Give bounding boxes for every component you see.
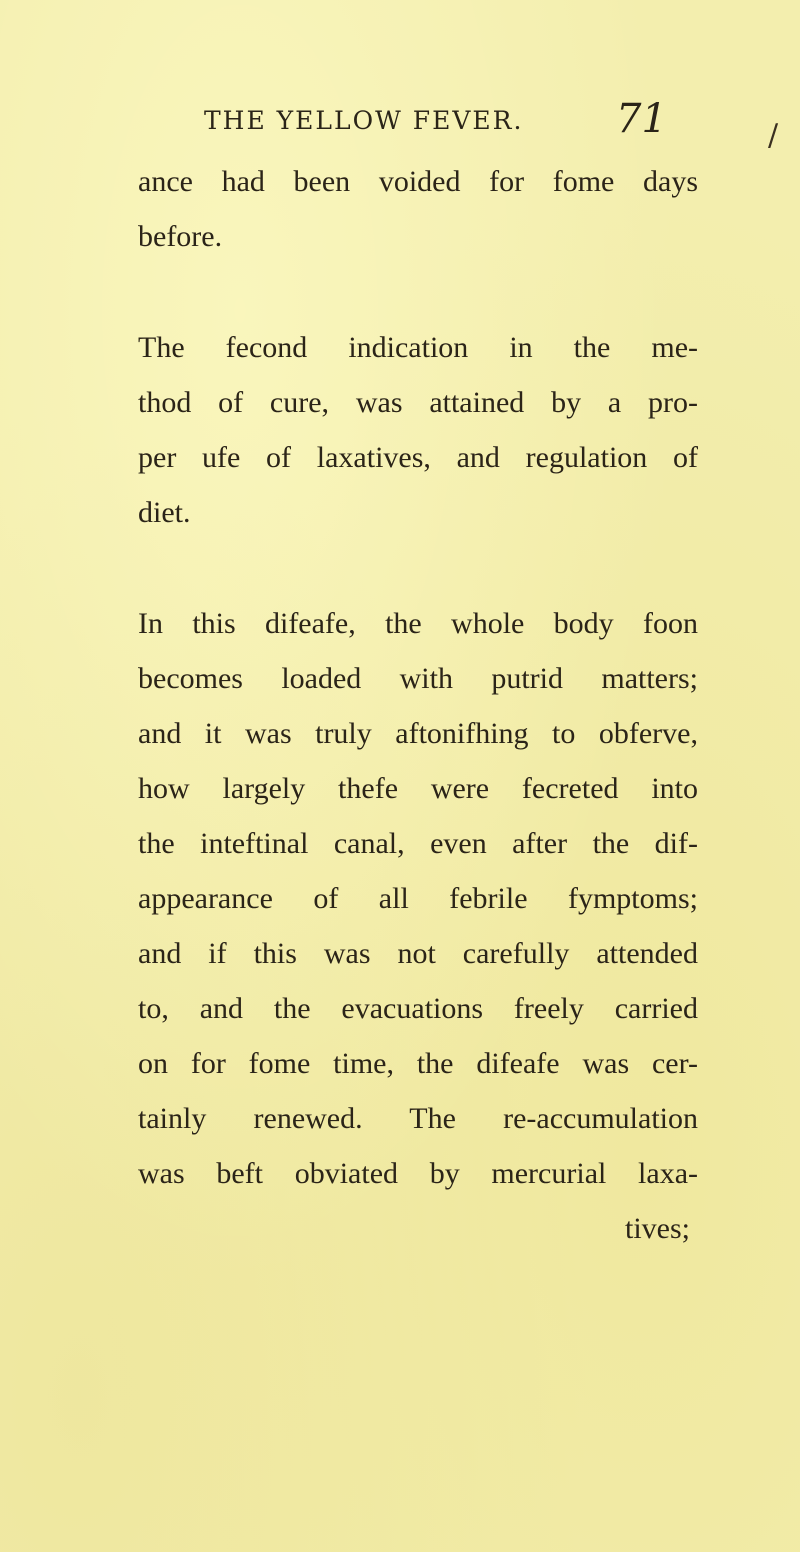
paragraph-gap: [138, 540, 698, 596]
text-line: becomes loaded with putrid matters;: [138, 662, 698, 695]
page-number: 71: [616, 96, 667, 142]
paragraph: [138, 154, 698, 264]
body-text: [138, 154, 698, 1256]
text-line: per ufe of laxatives, and regulation of: [138, 441, 698, 474]
catchword: tives;: [625, 1212, 690, 1245]
paragraph-gap: [138, 264, 698, 320]
text-line: and it was truly aftonifhing to obferve,: [138, 717, 698, 750]
text-line: appearance of all febrile fymptoms;: [138, 882, 698, 915]
text-line: the inteftinal canal, even after the dif-: [138, 827, 698, 860]
text-line: how largely thefe were fecreted into: [138, 772, 698, 805]
text-line: before.: [138, 220, 223, 253]
text-line: thod of cure, was attained by a pro-: [138, 386, 698, 419]
text-line: and if this was not carefully attended: [138, 937, 698, 970]
text-line: The fecond indication in the me-: [138, 331, 698, 364]
text-line: on for fome time, the difeafe was cer-: [138, 1047, 698, 1080]
text-line: to, and the evacuations freely carried: [138, 992, 698, 1025]
running-title: THE YELLOW FEVER.: [204, 106, 524, 135]
text-line: diet.: [138, 496, 191, 529]
text-line: ance had been voided for fome days: [138, 165, 698, 198]
paragraph: [138, 596, 698, 1201]
text-line: tainly renewed. The re-accumulation: [138, 1102, 698, 1135]
paragraph: [138, 320, 698, 540]
margin-mark: /: [768, 118, 779, 153]
text-line: In this difeafe, the whole body foon: [138, 607, 698, 640]
text-line: was beft obviated by mercurial laxa-: [138, 1157, 698, 1190]
